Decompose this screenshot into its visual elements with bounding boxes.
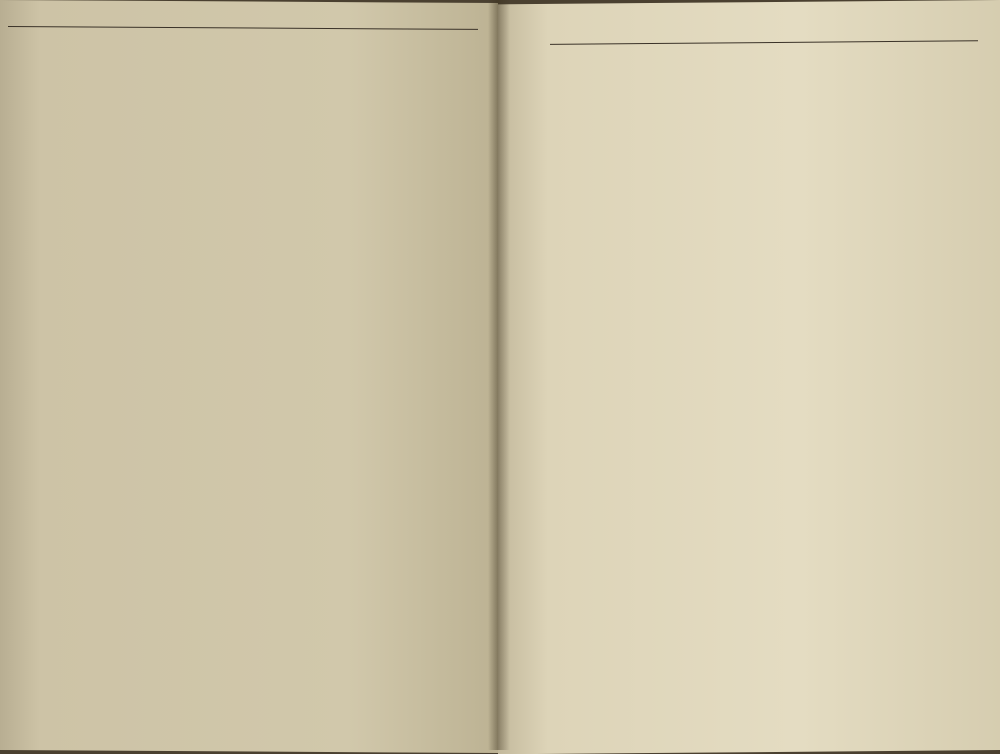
left-header-rule <box>8 26 478 30</box>
right-running-head <box>498 18 1000 42</box>
left-toc <box>0 0 498 3</box>
left-page <box>0 0 498 753</box>
right-header-title <box>498 21 1000 25</box>
right-page <box>498 0 1000 754</box>
left-header-title <box>0 7 498 10</box>
right-toc <box>498 0 1000 4</box>
left-running-head <box>0 4 498 27</box>
